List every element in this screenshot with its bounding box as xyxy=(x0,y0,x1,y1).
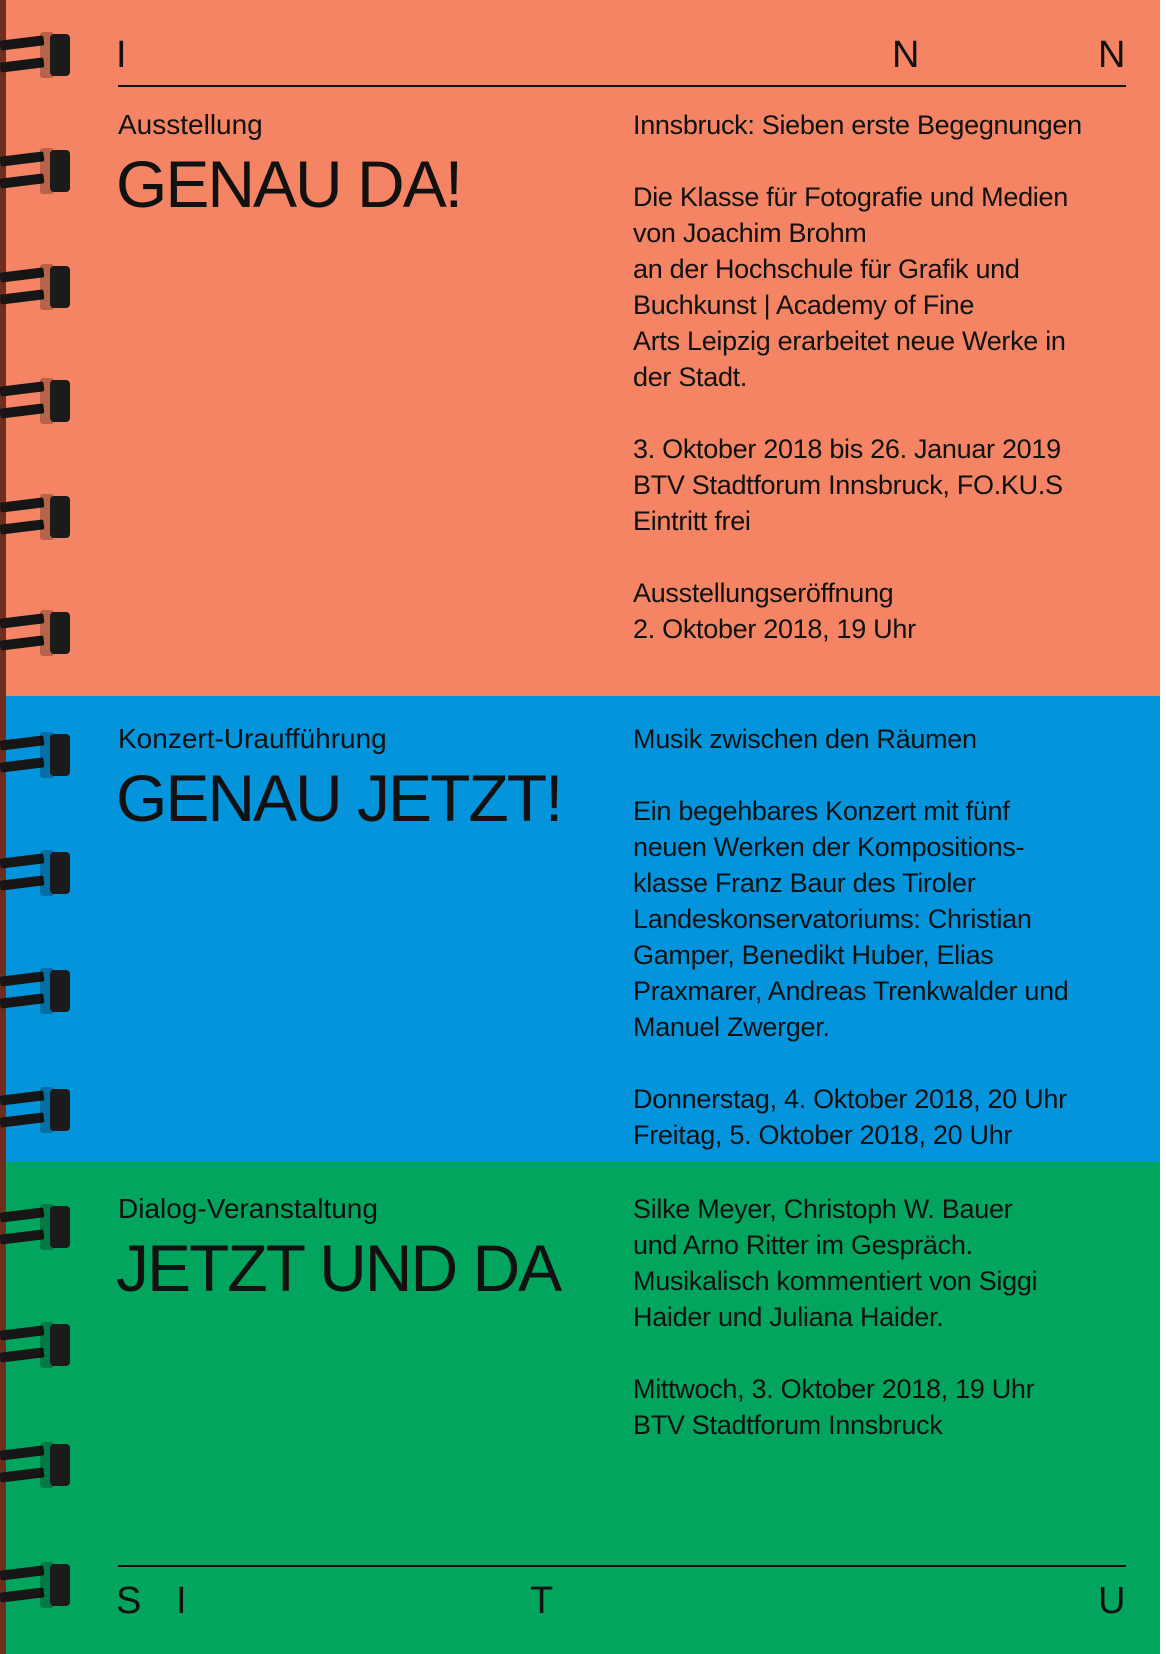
concert-body-line: Gamper, Benedikt Huber, Elias xyxy=(633,940,994,970)
concert-body-line: Praxmarer, Andreas Trenkwalder und xyxy=(633,976,1069,1006)
spiral-coil xyxy=(0,1560,72,1610)
exhibition-kicker: Ausstellung xyxy=(118,109,263,140)
spiral-coil xyxy=(0,966,72,1016)
dialog-body-line: Silke Meyer, Christoph W. Bauer xyxy=(633,1194,1013,1224)
exhibition-body-line: Buchkunst | Academy of Fine xyxy=(633,290,975,320)
spiral-coil xyxy=(0,730,72,780)
exhibition-body-line: von Joachim Brohm xyxy=(633,218,867,248)
spiral-coil xyxy=(0,376,72,426)
exhibition-description xyxy=(633,107,1133,647)
spiral-coil xyxy=(0,1440,72,1490)
concert-body-line: Ein begehbares Konzert mit fünf xyxy=(633,796,1010,826)
exhibition-body-line: Die Klasse für Fotografie und Medien xyxy=(633,182,1068,212)
page-edge xyxy=(1160,0,1166,1654)
exhibition-opening-date: 2. Oktober 2018, 19 Uhr xyxy=(633,614,916,644)
exhibition-body-line: der Stadt. xyxy=(633,362,748,392)
header-letter-2: N xyxy=(892,34,920,76)
concert-description xyxy=(633,721,1133,1153)
spiral-coil xyxy=(0,30,72,80)
spiral-coil xyxy=(0,262,72,312)
dialog-title: JETZT UND DA xyxy=(116,1231,561,1305)
dialog-description xyxy=(633,1191,1133,1443)
concert-kicker: Konzert-Uraufführung xyxy=(118,723,387,754)
spiral-coil xyxy=(0,848,72,898)
concert-body-line: klasse Franz Baur des Tiroler xyxy=(633,868,976,898)
spiral-spine xyxy=(0,0,6,1654)
exhibition-body-line: Arts Leipzig erarbeitet neue Werke in xyxy=(633,326,1066,356)
header-letter-1: I xyxy=(116,34,127,76)
concert-date-2: Freitag, 5. Oktober 2018, 20 Uhr xyxy=(633,1120,1013,1150)
concert-subtitle: Musik zwischen den Räumen xyxy=(633,724,977,754)
footer-letter-4: U xyxy=(1098,1580,1126,1622)
exhibition-date: 3. Oktober 2018 bis 26. Januar 2019 xyxy=(633,434,1061,464)
dialog-body-line: Musikalisch kommentiert von Siggi xyxy=(633,1266,1038,1296)
spiral-coil xyxy=(0,1202,72,1252)
footer-letter-3: T xyxy=(530,1580,554,1622)
spiral-coil xyxy=(0,492,72,542)
dialog-body-line: Haider und Juliana Haider. xyxy=(633,1302,944,1332)
dialog-date: Mittwoch, 3. Oktober 2018, 19 Uhr xyxy=(633,1374,1035,1404)
header-letter-3: N xyxy=(1098,34,1126,76)
exhibition-title: GENAU DA! xyxy=(116,147,462,221)
exhibition-opening-label: Ausstellungseröffnung xyxy=(633,578,894,608)
concert-date-1: Donnerstag, 4. Oktober 2018, 20 Uhr xyxy=(633,1084,1067,1114)
footer-letter-2: I xyxy=(176,1580,187,1622)
footer-letter-1: S xyxy=(116,1580,142,1622)
footer-rule xyxy=(118,1565,1126,1567)
spiral-coil xyxy=(0,608,72,658)
concert-body-line: Manuel Zwerger. xyxy=(633,1012,830,1042)
dialog-kicker: Dialog-Veranstaltung xyxy=(118,1193,378,1224)
exhibition-venue: BTV Stadtforum Innsbruck, FO.KU.S xyxy=(633,470,1063,500)
concert-body-line: neuen Werken der Kompositions- xyxy=(633,832,1025,862)
concert-body-line: Landeskonservatoriums: Christian xyxy=(633,904,1032,934)
exhibition-subtitle: Innsbruck: Sieben erste Begegnungen xyxy=(633,110,1082,140)
concert-title: GENAU JETZT! xyxy=(116,761,562,835)
spiral-coil xyxy=(0,146,72,196)
dialog-body-line: und Arno Ritter im Gespräch. xyxy=(633,1230,973,1260)
spiral-coil xyxy=(0,1085,72,1135)
header-rule xyxy=(118,85,1126,87)
exhibition-body-line: an der Hochschule für Grafik und xyxy=(633,254,1020,284)
exhibition-admission: Eintritt frei xyxy=(633,506,751,536)
spiral-coil xyxy=(0,1320,72,1370)
dialog-venue: BTV Stadtforum Innsbruck xyxy=(633,1410,943,1440)
